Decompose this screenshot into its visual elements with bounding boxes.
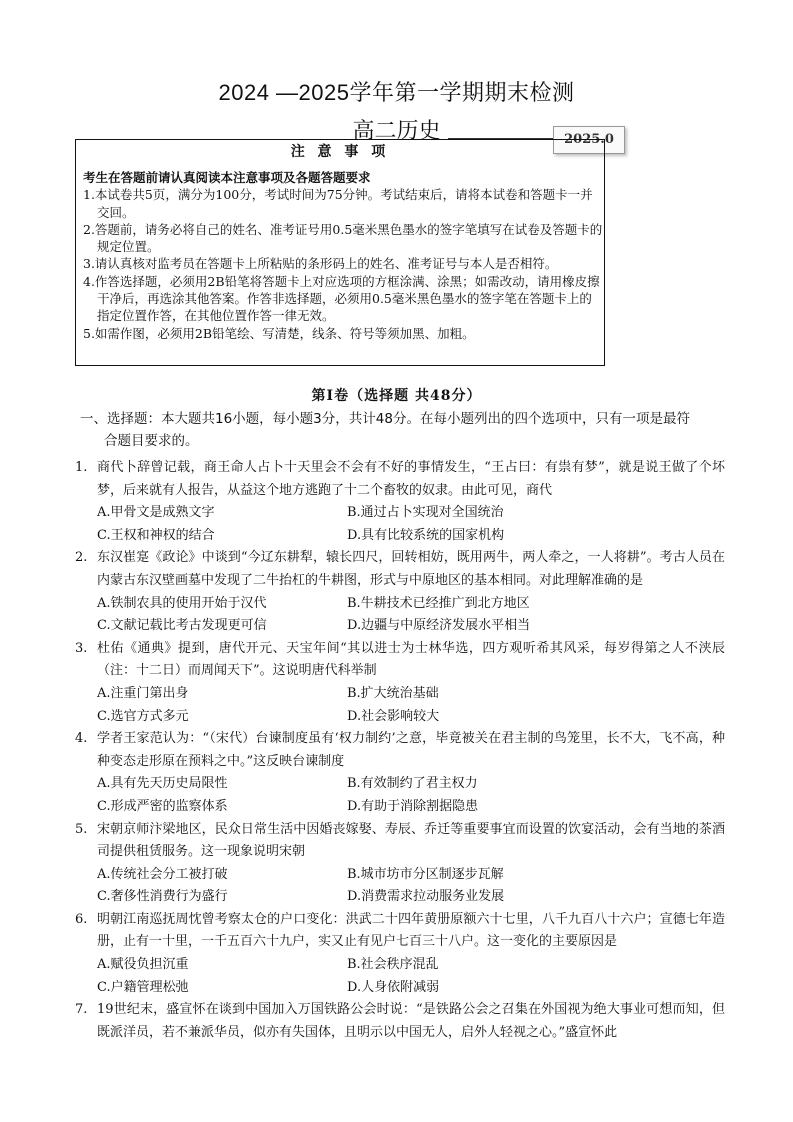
question-number: 6. — [75, 911, 88, 927]
option-d[interactable]: D.社会影响较大 — [347, 708, 440, 724]
question-number: 1. — [75, 460, 88, 475]
question-1 — [75, 457, 725, 547]
option-d[interactable]: D.人身依附减弱 — [347, 979, 440, 995]
option-b[interactable]: B.社会秩序混乱 — [347, 957, 439, 973]
notice-item-1: 1.本试卷共5页，满分为100分，考试时间为75分钟。考试结束后，请将本试卷和答题卡一并交回。 — [83, 187, 593, 220]
option-d[interactable]: D.具有比较系统的国家机构 — [347, 527, 505, 543]
question-list — [75, 457, 725, 1044]
notice-item-2: 2.答题前，请务必将自己的姓名、准考证号用0.5毫米黑色墨水的签字笔填写在试卷及答题卡的规定位置。 — [83, 221, 603, 255]
option-a[interactable]: A.铁制农具的使用开始于汉代 — [97, 595, 267, 611]
option-b[interactable]: B.有效制约了君主权力 — [347, 776, 478, 792]
options — [97, 954, 725, 999]
option-a[interactable]: A.甲骨文是成熟文字 — [97, 505, 215, 521]
part-intro — [80, 408, 730, 452]
part-intro-line1: 一、选择题：本大题共16小题，每小题3分，共计48分。在每小题列出的四个选项中，只有一项是最符 — [80, 411, 690, 427]
option-b[interactable]: B.通过占卜实现对全国统治 — [347, 505, 504, 521]
option-c[interactable]: C.形成严密的监察体系 — [97, 798, 228, 814]
question-2 — [75, 547, 725, 637]
notice-item-3: 3.请认真核对监考员在答题卡上所粘贴的条形码上的姓名、准考证号与本人是否相符。 — [83, 256, 558, 272]
options — [97, 593, 725, 638]
notice-title: 注 意 事 项 — [290, 144, 390, 160]
question-5 — [75, 819, 725, 909]
option-a[interactable]: A.传统社会分工被打破 — [97, 866, 228, 882]
date-stamp: 2025.0 — [553, 126, 625, 154]
option-c[interactable]: C.选官方式多元 — [97, 708, 189, 724]
question-4 — [75, 728, 725, 818]
question-stem: 学者王家范认为：“（宋代）台谏制度虽有‘权力制约’之意，毕竟被关在君主制的鸟笼里，长不大，飞不高，种种变态走形原在预料之中。”这反映台谏制度 — [97, 731, 725, 769]
option-a[interactable]: A.注重门第出身 — [97, 685, 189, 701]
notice-box — [75, 139, 605, 366]
part-intro-line2: 合题目要求的。 — [104, 433, 199, 449]
question-number: 2. — [75, 550, 88, 566]
option-c[interactable]: C.王权和神权的结合 — [97, 527, 215, 543]
question-7 — [75, 999, 725, 1044]
question-stem: 19世纪末，盛宣怀在谈到中国加入万国铁路公会时说：“是铁路公会之召集在外国视为绝大事业可想而知，但既派洋员，若不兼派华员，似亦有失国体，且明示以中国无人，启外人轻视之心。”盛宣怀此 — [97, 1002, 725, 1040]
option-b[interactable]: B.城市坊市分区制逐步瓦解 — [347, 866, 504, 882]
exam-subject: 高二历史 — [352, 118, 441, 143]
notice-body — [83, 169, 603, 342]
notice-item-5: 5.如需作图，必须用2B铅笔绘、写清楚，线条、符号等须加黑、加粗。 — [83, 325, 475, 341]
question-6 — [75, 909, 725, 999]
notice-intro: 考生在答题前请认真阅读本注意事项及各题答题要求 — [83, 170, 371, 185]
section-heading: 第Ⅰ卷（选择题 共48分） — [311, 388, 482, 404]
option-d[interactable]: D.边疆与中原经济发展水平相当 — [347, 618, 531, 634]
options — [97, 502, 725, 547]
option-c[interactable]: C.户籍管理松弛 — [97, 979, 189, 995]
option-d[interactable]: D.消费需求拉动服务业发展 — [347, 889, 505, 905]
option-c[interactable]: C.奢侈性消费行为盛行 — [97, 889, 228, 905]
question-number: 7. — [75, 1002, 88, 1018]
question-stem: 商代卜辞曾记载，商王命人占卜十天里会不会有不好的事情发生，“王占曰：有祟有梦”，就是说王做了个坏梦，后来就有人报告，从益这个地方逃跑了十二个畜牧的奴隶。由此可见，商代 — [97, 460, 725, 498]
option-a[interactable]: A.赋役负担沉重 — [97, 957, 189, 973]
options — [97, 683, 725, 728]
question-number: 5. — [75, 821, 88, 837]
option-b[interactable]: B.牛耕技术已经推广到北方地区 — [347, 595, 530, 611]
options — [97, 773, 725, 818]
question-number: 3. — [75, 640, 88, 656]
exam-title: 2024 —2025学年第一学期期末检测 — [218, 80, 575, 105]
option-d[interactable]: D.有助于消除割据隐患 — [347, 798, 479, 814]
option-b[interactable]: B.扩大统治基础 — [347, 685, 439, 701]
question-stem: 明朝江南巡抚周忱曾考察太仓的户口变化：洪武二十四年黄册原额六十七里，八千九百八十六户；宣德七年造册，止有一十里，一千五百六十九户，实又止有见户七百三十八户。这一变化的主要原因是 — [97, 911, 725, 950]
question-stem: 东汉崔寔《政论》中谈到“今辽东耕犁，辕长四尺，回转相妨，既用两牛，两人牵之，一人将耕”。考古人员在内蒙古东汉壁画墓中发现了二牛抬杠的牛耕图，形式与中原地区的基本相同。对此理解准确的是 — [97, 550, 725, 588]
question-stem: 杜佑《通典》提到，唐代开元、天宝年间“其以进士为士林华选，四方观听希其风采，每岁得第之人不浃辰（注：十二日）而周闻天下”。这说明唐代科举制 — [97, 640, 725, 679]
notice-item-4: 4.作答选择题，必须用2B铅笔将答题卡上对应选项的方框涂满、涂黑；如需改动，请用橡皮擦干净后，再选涂其他答案。作答非选择题，必须用0.5毫米黑色墨水的签字笔在答题卡上的指定位置作答，在其他位置作答一律无效。 — [83, 273, 600, 324]
question-number: 4. — [75, 731, 88, 747]
option-c[interactable]: C.文献记载比考古发现更可信 — [97, 618, 267, 634]
option-a[interactable]: A.具有先天历史局限性 — [97, 776, 228, 792]
question-3 — [75, 638, 725, 728]
options — [97, 864, 725, 909]
question-stem: 宋朝京师汴梁地区，民众日常生活中因婚丧嫁娶、寿辰、乔迁等重要事宜而设置的饮宴活动，会有当地的茶酒司提供租赁服务。这一现象说明宋朝 — [97, 821, 725, 860]
